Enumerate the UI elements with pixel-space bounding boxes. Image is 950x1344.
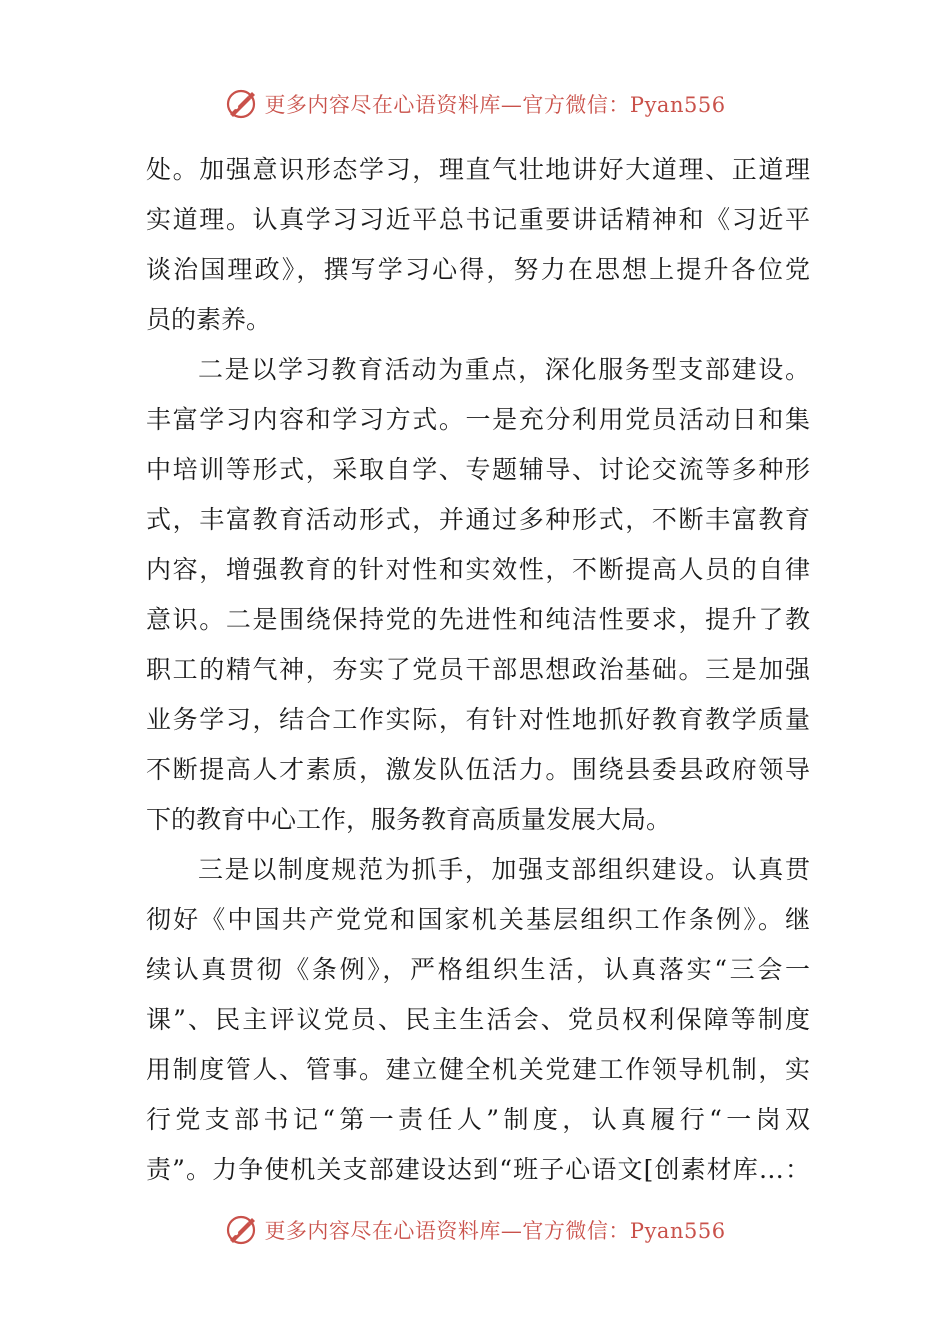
- text-line: 处。加强意识形态学习，理直气壮地讲好大道理、正道理: [146, 155, 810, 184]
- header-watermark-banner: [0, 84, 950, 124]
- text-line: 续认真贯彻《条例》，严格组织生活，认真落实“三会一: [146, 955, 810, 984]
- text-line: 意识。二是围绕保持党的先进性和纯洁性要求，提升了教: [146, 605, 810, 634]
- paragraph-first-line: 二是以学习教育活动为重点，深化服务型支部建设。: [198, 355, 810, 384]
- text-line: 职工的精气神，夯实了党员干部思想政治基础。三是加强: [146, 655, 810, 684]
- text-line: 中培训等形式，采取自学、专题辅导、讨论交流等多种形: [146, 455, 810, 484]
- text-line: 不断提高人才素质，激发队伍活力。围绕县委县政府领导: [146, 755, 810, 784]
- text-line: 用制度管人、管事。建立健全机关党建工作领导机制，实: [146, 1055, 810, 1084]
- text-line: 丰富学习内容和学习方式。一是充分利用党员活动日和集: [146, 405, 810, 434]
- text-line: 实道理。认真学习习近平总书记重要讲话精神和《习近平: [146, 205, 810, 234]
- text-line: 彻好《中国共产党党和国家机关基层组织工作条例》。继: [146, 905, 810, 934]
- text-line: 式，丰富教育活动形式，并通过多种形式，不断丰富教育: [146, 505, 810, 534]
- text-line: 业务学习，结合工作实际，有针对性地抓好教育教学质量: [146, 705, 810, 734]
- text-line: 谈治国理政》，撰写学习心得，努力在思想上提升各位党: [146, 255, 810, 284]
- paragraph-first-line: 三是以制度规范为抓手，加强支部组织建设。认真贯: [198, 855, 810, 884]
- document-body: [146, 145, 810, 1195]
- pen-seal-icon: [224, 87, 258, 121]
- banner-text: 更多内容尽在心语资料库—官方微信：Pyan556: [264, 1219, 726, 1243]
- text-line: 责”。力争使机关支部建设达到“班子心语文[创素材库…：: [146, 1155, 810, 1184]
- footer-watermark-banner: [0, 1210, 950, 1250]
- text-line: 下的教育中心工作，服务教育高质量发展大局。: [146, 805, 672, 834]
- text-line: 课”、民主评议党员、民主生活会、党员权利保障等制度: [146, 1005, 810, 1034]
- banner-text: 更多内容尽在心语资料库—官方微信：Pyan556: [264, 93, 726, 117]
- text-line: 员的素养。: [146, 305, 272, 334]
- text-line: 内容，增强教育的针对性和实效性，不断提高人员的自律: [146, 555, 810, 584]
- text-line: 行党支部书记“第一责任人”制度，认真履行“一岗双: [146, 1105, 810, 1134]
- pen-seal-icon: [224, 1213, 258, 1247]
